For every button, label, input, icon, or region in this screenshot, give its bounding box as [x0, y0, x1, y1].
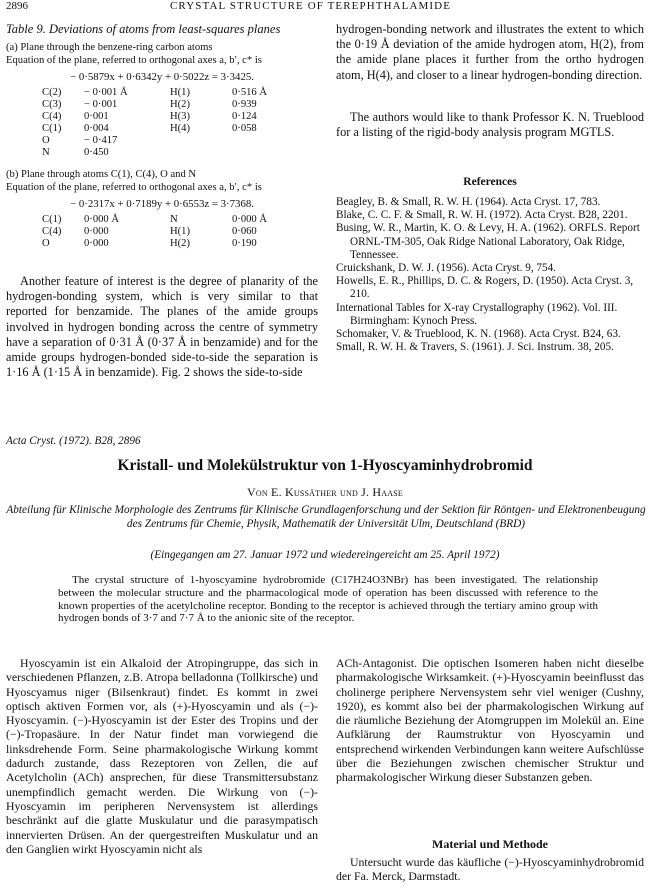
table-row: [42, 147, 318, 159]
table-row: [42, 214, 318, 226]
table-row: [42, 99, 318, 111]
reference-item: Blake, C. C. F. & Small, R. W. H. (1972). Acta Cryst. B28, 2201.: [336, 209, 628, 222]
table-title: Table 9. Deviations of atoms from least-squares planes: [6, 22, 281, 36]
abstract: The crystal structure of 1-hyoscyamine hydrobromide (C17H24O3NBr) has been investigated. The relationship between the molecular structure and the pharmacological mode of operation has been discussed with reference to the known properties of the acetylcholine receptor. Bonding to the receptor is achieved through the tertiary amino group with hydrogen bonds of 3·7 and 7·7 Å to the anionic site of the receptor.: [58, 574, 598, 625]
table-row: [42, 111, 318, 123]
table-cell: 0·060: [232, 226, 257, 237]
plane-b-equation-intro: Equation of the plane, referred to orthogonal axes a, b′, c* is: [6, 181, 262, 193]
table-cell: 0·000: [84, 238, 109, 249]
table-cell: 0·939: [232, 99, 257, 110]
left-paragraph: Another feature of interest is the degree of planarity of the hydrogen-bonding system, which is very similar to that reported for benzamide. The planes of the amide groups involved in hydrogen bonding across the centre of symmetry have a separation of 0·31 Å (0·37 Å in benzamide) and for the amide groups hydrogen-bonded side-to-side the separation is 1·16 Å (1·15 Å in benzamide). Fig. 2 shows the side-to-side: [6, 274, 318, 380]
reference-item: Cruickshank, D. W. J. (1956). Acta Cryst. 9, 754.: [336, 262, 557, 275]
table-cell: H(3): [170, 111, 191, 122]
body-left-column: Hyoscyamin ist ein Alkaloid der Atropingruppe, das sich in verschiedenen Pflanzen, z.B. Atropa belladonna (Tollkirsche) und Hyoscyamus niger (Bilsenkraut) findet. Es kommt in zwei optisch aktiven Formen vor, als (+)-Hyoscyamin und als (−)-Hyoscyamin. (−)-Hyoscyamin ist der Ester des Tropins und der (−)-Tropasäure. In der Natur findet man vorwiegend die linksdrehende Form. Seine pharmakologische Wirkung kommt dadurch zustande, dass Rezeptoren von Zellen, die auf Acetylcholin (ACh) ansprechen, für diese Transmittersubstanz unempfindlich gemacht werden. Die Wirkung von (−)-Hyoscyamin im peripheren Nervensystem ist allerdings beschränkt auf die glatte Muskulatur und die parasympatisch innervierten Drüsen. An der quergestreiften Muskulatur und an den Ganglien wirkt Hyoscyamin nicht als: [6, 656, 318, 856]
running-header: [0, 0, 650, 14]
table-cell: H(2): [170, 99, 191, 110]
right-paragraph-1: hydrogen-bonding network and illustrates the extent to which the 0·19 Å deviation of the amide hydrogen atom, H(2), from the amide plane places it further from the ortho hydrogen atom, H(4), and closer to a linear hydrogen-bonding direction.: [336, 22, 644, 82]
reference-item: Busing, W. R., Martin, K. O. & Levy, H. A. (1962). ORFLS. Report ORNL-TM-305, Oak Ridge National Laboratory, Oak Ridge, Tennessee.: [336, 222, 640, 261]
reference-item: Schomaker, V. & Trueblood, K. N. (1968). Acta Cryst. B24, 63.: [336, 328, 621, 341]
table-cell: 0·004: [84, 123, 109, 134]
table-cell: N: [42, 147, 50, 158]
article-affiliation: Abteilung für Klinische Morphologie des Zentrums für Klinische Grundlagenforschung und der Sektion für Röntgen- und Elektronenbeugung des Zentrums für Chemie, Physik, Mathematik der Universität Ulm, Deutschland (BRD): [6, 504, 646, 530]
table-cell: 0·000 Å: [84, 214, 120, 225]
table-cell: H(1): [170, 226, 191, 237]
table-cell: 0·124: [232, 111, 257, 122]
table-cell: [232, 135, 302, 147]
references-list: [336, 196, 644, 354]
table-cell: − 0·417: [84, 135, 118, 146]
table-cell: C(4): [42, 226, 62, 237]
article-title: Kristall- und Molekülstruktur von 1-Hyoscyaminhydrobromid: [117, 457, 533, 474]
table-cell: C(1): [42, 214, 62, 225]
references-heading: References: [463, 176, 517, 188]
table-cell: 0·516 Å: [232, 87, 268, 98]
table-row: [42, 87, 318, 99]
body-right-column: ACh-Antagonist. Die optischen Isomeren haben nicht dieselbe pharmakologische Wirksamkeit. (+)-Hyoscyamin beeinflusst das cholinerge periphere Nervensystem sehr viel weniger (Cushny, 1920), es kommt also bei der pharmakologischen Wirkung auf die räumliche Beziehung der Atomgruppen im Molekül an. Eine Aufklärung der Raumstruktur von Hyoscyamin und entsprechend wirkenden Verbindungen kann weitere Aufschlüsse über die Beziehungen zwischen chemischer Struktur und pharmakologischer Wirkung dieser Substanzen geben.: [336, 656, 644, 785]
table-cell: H(1): [170, 87, 191, 98]
table-cell: H(2): [170, 238, 191, 249]
section-text: Untersucht wurde das käufliche (−)-Hyoscyaminhydrobromid der Fa. Merck, Darmstadt.: [336, 855, 644, 884]
table-cell: − 0·001 Å: [84, 87, 128, 98]
right-paragraph-2: The authors would like to thank Professor K. N. Trueblood for a listing of the rigid-body analysis program MGTLS.: [336, 110, 644, 140]
table-cell: O: [42, 238, 50, 249]
table-cell: − 0·001: [84, 99, 118, 110]
plane-a-table: [42, 87, 318, 159]
plane-a-equation-intro: Equation of the plane, referred to orthogonal axes a, b′, c* is: [6, 54, 262, 66]
table-cell: [232, 147, 302, 159]
article-authors: Von E. Kussäther und J. Haase: [247, 485, 403, 499]
page-number: 2896: [6, 0, 28, 12]
table-cell: 0·058: [232, 123, 257, 134]
table-cell: [170, 135, 232, 147]
received-date: (Eingegangen am 27. Januar 1972 und wiedereingereicht am 25. April 1972): [150, 549, 500, 561]
table-cell: N: [170, 214, 178, 225]
table-cell: H(4): [170, 123, 191, 134]
table-cell: 0·190: [232, 238, 257, 249]
plane-b-table: [42, 214, 318, 250]
table-cell: C(1): [42, 123, 62, 134]
plane-b-label: (b) Plane through atoms C(1), C(4), O and N: [6, 169, 197, 180]
reference-item: International Tables for X-ray Crystallography (1962). Vol. III. Birmingham: Kynoch Press.: [336, 301, 618, 327]
table-cell: C(4): [42, 111, 62, 122]
reference-item: Small, R. W. H. & Travers, S. (1961). J. Sci. Instrum. 38, 205.: [336, 341, 614, 354]
article-citation: Acta Cryst. (1972). B28, 2896: [6, 435, 141, 447]
table-row: [42, 123, 318, 135]
table-row: [42, 226, 318, 238]
table-cell: 0·001: [84, 111, 109, 122]
table-cell: C(3): [42, 99, 62, 110]
table-9: [6, 22, 318, 250]
section-heading: Material und Methode: [432, 837, 548, 851]
plane-b-equation: − 0·2317x + 0·7189y + 0·6553z = 3·7368.: [70, 198, 254, 210]
plane-a-equation: − 0·5879x + 0·6342y + 0·5022z = 3·3425.: [70, 71, 254, 83]
reference-item: Howells, E. R., Phillips, D. C. & Rogers, D. (1950). Acta Cryst. 3, 210.: [336, 275, 634, 301]
table-cell: O: [42, 135, 50, 146]
table-cell: 0·450: [84, 147, 109, 158]
table-cell: C(2): [42, 87, 62, 98]
table-cell: 0·000: [84, 226, 109, 237]
running-title: CRYSTAL STRUCTURE OF TEREPHTHALAMIDE: [170, 0, 452, 12]
plane-a-label: (a) Plane through the benzene-ring carbon atoms: [6, 42, 213, 53]
table-cell: [170, 147, 232, 159]
table-row: [42, 135, 318, 147]
table-cell: 0·000 Å: [232, 214, 268, 225]
table-row: [42, 238, 318, 250]
reference-item: Beagley, B. & Small, R. W. H. (1964). Acta Cryst. 17, 783.: [336, 196, 601, 208]
